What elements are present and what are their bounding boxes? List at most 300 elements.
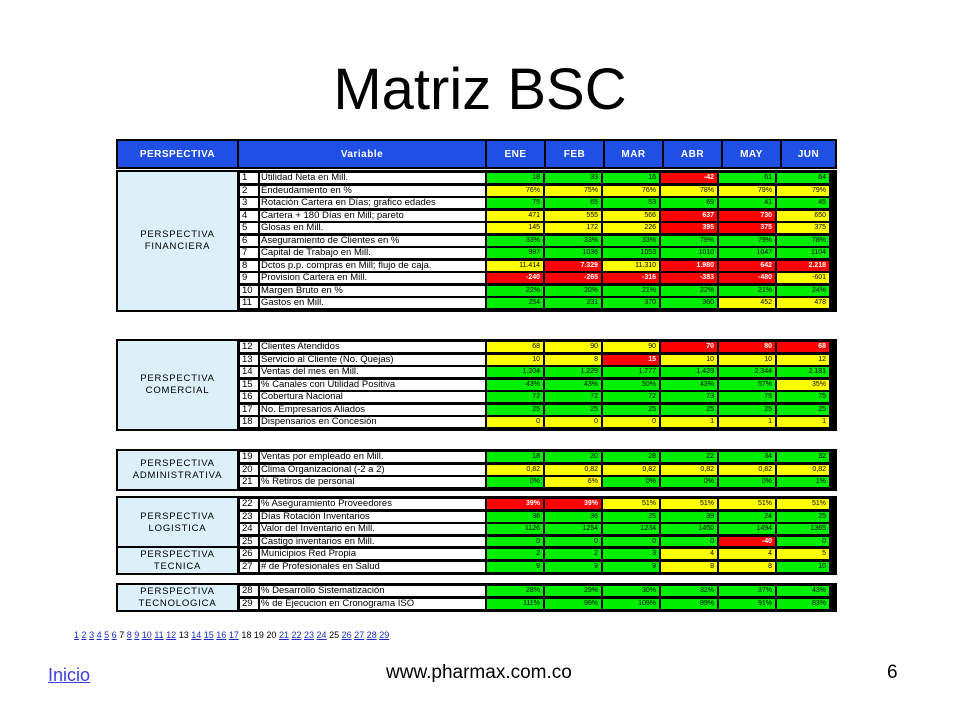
month-value: 76% — [602, 185, 660, 197]
month-value: 24 — [718, 511, 776, 523]
row-number: 13 — [239, 354, 259, 366]
slide-number: 25 — [329, 630, 340, 640]
row-number: 28 — [239, 585, 259, 597]
slide-link[interactable]: 10 — [141, 630, 152, 640]
variable-name: % Canales con Utilidad Positiva — [259, 379, 486, 391]
table-row — [239, 548, 830, 560]
variable-name: Clientes Atendidos — [259, 341, 486, 353]
month-value: 0,82 — [544, 464, 602, 476]
row-number: 16 — [239, 391, 259, 403]
month-value: 25 — [486, 404, 544, 416]
month-value: 39% — [544, 498, 602, 510]
perspective-label: PERSPECTIVA FINANCIERA — [140, 229, 215, 252]
variable-name: Municipios Red Propia — [259, 548, 486, 560]
table-row — [239, 451, 830, 463]
row-number: 12 — [239, 341, 259, 353]
table-row — [239, 341, 830, 353]
perspective-cell — [118, 548, 237, 573]
table-row — [239, 404, 830, 416]
month-value: 43% — [776, 585, 830, 597]
month-value: 43% — [486, 379, 544, 391]
variable-name: Días Rotación Inventarios — [259, 511, 486, 523]
month-value: 79% — [718, 235, 776, 247]
month-value: 1.980 — [660, 260, 718, 272]
month-value: 53 — [602, 197, 660, 209]
month-value: 32% — [660, 585, 718, 597]
month-value: 25 — [660, 404, 718, 416]
month-value: 1.777 — [602, 366, 660, 378]
variable-name: % de Ejecucion en Cronograma ISO — [259, 598, 486, 610]
month-value: 642 — [718, 260, 776, 272]
header-month: MAY — [723, 141, 780, 167]
month-value: 3 — [602, 548, 660, 560]
month-value: 370 — [602, 297, 660, 309]
month-value: 64 — [776, 172, 830, 184]
month-value: 33% — [486, 235, 544, 247]
slide-link[interactable]: 22 — [291, 630, 302, 640]
variable-name: Capital de Trabajo en Mill. — [259, 247, 486, 259]
month-value: 78% — [776, 235, 830, 247]
row-number: 14 — [239, 366, 259, 378]
month-value: 10 — [776, 561, 830, 573]
month-value: 21% — [718, 285, 776, 297]
variable-name: Clima Organizacional (-2 a 2) — [259, 464, 486, 476]
perspective-cell — [118, 451, 237, 489]
row-number: 19 — [239, 451, 259, 463]
row-number: 24 — [239, 523, 259, 535]
month-value: 78% — [660, 185, 718, 197]
month-value: 0 — [486, 416, 544, 428]
month-value: 9 — [544, 561, 602, 573]
variable-name: Cartera + 180 Días en Mill; pareto — [259, 210, 486, 222]
perspective-cell — [118, 341, 237, 429]
variable-name: Glosas en Mill. — [259, 222, 486, 234]
row-number: 6 — [239, 235, 259, 247]
month-value: 1047 — [718, 247, 776, 259]
month-value: 72 — [602, 391, 660, 403]
month-value: 2.218 — [776, 260, 830, 272]
month-value: 0% — [660, 476, 718, 488]
month-value: 0% — [602, 476, 660, 488]
month-value: 0 — [486, 536, 544, 548]
month-value: 172 — [544, 222, 602, 234]
month-value: 51% — [660, 498, 718, 510]
month-value: 5 — [776, 548, 830, 560]
month-value: 2.181 — [776, 366, 830, 378]
month-value: 69 — [660, 197, 718, 209]
month-value: -316 — [602, 272, 660, 284]
month-value: 1365 — [776, 523, 830, 535]
month-value: 1104 — [776, 247, 830, 259]
row-number: 23 — [239, 511, 259, 523]
page-number: 6 — [887, 662, 898, 683]
slide-link[interactable]: 17 — [228, 630, 239, 640]
month-value: -265 — [544, 272, 602, 284]
month-value: 25 — [602, 404, 660, 416]
month-value: -480 — [718, 272, 776, 284]
month-value: 11.310 — [602, 260, 660, 272]
month-value: 79% — [660, 235, 718, 247]
month-value: 51% — [776, 498, 830, 510]
row-number: 22 — [239, 498, 259, 510]
perspective-group — [116, 170, 837, 312]
month-value: 1450 — [660, 523, 718, 535]
perspective-group — [116, 339, 837, 431]
month-value: 2 — [544, 548, 602, 560]
month-value: 375 — [718, 222, 776, 234]
month-value: 39% — [486, 498, 544, 510]
row-number: 7 — [239, 247, 259, 259]
month-value: -601 — [776, 272, 830, 284]
month-value: -40 — [718, 536, 776, 548]
month-value: 43% — [660, 379, 718, 391]
slide-link[interactable]: 4 — [96, 630, 102, 640]
table-row — [239, 366, 830, 378]
month-value: 0 — [602, 536, 660, 548]
perspective-group — [116, 449, 837, 491]
table-row — [239, 416, 830, 428]
month-value: 39 — [660, 511, 718, 523]
slide-number: 18 — [241, 630, 252, 640]
month-value: 99% — [660, 598, 718, 610]
table-row — [239, 498, 830, 510]
slide-link[interactable]: 21 — [278, 630, 289, 640]
variable-name: Rotación Cartera en Días; grafico edades — [259, 197, 486, 209]
month-value: 91% — [718, 598, 776, 610]
month-value: 4 — [660, 548, 718, 560]
month-value: 18 — [486, 451, 544, 463]
month-value: 650 — [776, 210, 830, 222]
row-number: 8 — [239, 260, 259, 272]
month-value: 25 — [544, 404, 602, 416]
row-number: 26 — [239, 548, 259, 560]
month-value: 32 — [776, 451, 830, 463]
month-value: 80 — [718, 341, 776, 353]
month-value: 73 — [660, 391, 718, 403]
month-value: 987 — [486, 247, 544, 259]
variable-name: Dctos p.p. compras en Mill; flujo de caja. — [259, 260, 486, 272]
slide-link[interactable]: 23 — [304, 630, 315, 640]
month-value: 75 — [486, 197, 544, 209]
month-value: 99% — [544, 598, 602, 610]
month-value: 395 — [660, 222, 718, 234]
header-month: FEB — [546, 141, 603, 167]
month-value: 76% — [486, 185, 544, 197]
row-number: 9 — [239, 272, 259, 284]
month-value: 36 — [544, 511, 602, 523]
month-value: 226 — [602, 222, 660, 234]
perspective-cell — [118, 172, 237, 310]
month-value: 37% — [718, 585, 776, 597]
header-month: ENE — [487, 141, 544, 167]
month-value: 6% — [544, 476, 602, 488]
table-row — [239, 523, 830, 535]
row-number: 10 — [239, 285, 259, 297]
month-value: 1036 — [544, 247, 602, 259]
month-value: 0 — [544, 416, 602, 428]
month-value: 79% — [776, 185, 830, 197]
slide-link[interactable]: 24 — [316, 630, 327, 640]
slide-link[interactable]: 8 — [126, 630, 132, 640]
month-value: 16 — [602, 172, 660, 184]
slide-title: Matriz BSC — [333, 57, 627, 122]
month-value: 83% — [776, 598, 830, 610]
variable-name: Castigo inventarios en Mill. — [259, 536, 486, 548]
month-value: 231 — [544, 297, 602, 309]
variable-name: Provision Cartera en Mill. — [259, 272, 486, 284]
slide-navigation — [74, 630, 389, 640]
month-value: 1234 — [602, 523, 660, 535]
table-row — [239, 476, 830, 488]
month-value: 145 — [486, 222, 544, 234]
slide-number: 20 — [266, 630, 277, 640]
month-value: 10 — [660, 354, 718, 366]
table-row — [239, 585, 830, 597]
slide-number: 7 — [119, 630, 125, 640]
month-value: 33% — [602, 235, 660, 247]
month-value: 45 — [776, 197, 830, 209]
table-row — [239, 172, 830, 184]
month-value: 1 — [718, 416, 776, 428]
month-value: 90 — [544, 341, 602, 353]
slide-link[interactable]: 16 — [216, 630, 227, 640]
perspective-label: PERSPECTIVA COMERCIAL — [140, 373, 215, 396]
month-value: 452 — [718, 297, 776, 309]
row-number: 17 — [239, 404, 259, 416]
header-month: ABR — [664, 141, 721, 167]
month-value: 29% — [544, 585, 602, 597]
perspective-group — [116, 546, 837, 575]
perspective-label: PERSPECTIVA TECNICA — [140, 548, 215, 572]
slide-link[interactable]: 14 — [191, 630, 202, 640]
month-value: 34 — [718, 451, 776, 463]
month-value: 8 — [544, 354, 602, 366]
month-value: 25 — [602, 511, 660, 523]
month-value: 555 — [544, 210, 602, 222]
month-value: 566 — [602, 210, 660, 222]
month-value: 9 — [486, 561, 544, 573]
slide-link[interactable]: 2 — [81, 630, 87, 640]
header-variable: Variable — [239, 141, 485, 167]
month-value: 0,82 — [718, 464, 776, 476]
table-row — [239, 197, 830, 209]
header-month: MAR — [605, 141, 662, 167]
month-value: 2 — [486, 548, 544, 560]
row-number: 2 — [239, 185, 259, 197]
table-row — [239, 222, 830, 234]
table-row — [239, 511, 830, 523]
table-row — [239, 464, 830, 476]
slide-link[interactable]: 26 — [341, 630, 352, 640]
month-value: 33% — [544, 235, 602, 247]
month-value: 65 — [544, 197, 602, 209]
month-value: 4 — [718, 548, 776, 560]
month-value: 1 — [776, 416, 830, 428]
month-value: 28 — [602, 451, 660, 463]
slide-link[interactable]: 28 — [366, 630, 377, 640]
month-value: 20% — [544, 285, 602, 297]
month-value: 1.204 — [486, 366, 544, 378]
slide-link[interactable]: 15 — [203, 630, 214, 640]
month-value: 51% — [718, 498, 776, 510]
month-value: 22% — [660, 285, 718, 297]
variable-name: Servicio al Cliente (No. Quejas) — [259, 354, 486, 366]
table-row — [239, 210, 830, 222]
month-value: 25 — [776, 404, 830, 416]
month-value: 1 — [660, 416, 718, 428]
month-value: 90 — [602, 341, 660, 353]
month-value: -42 — [660, 172, 718, 184]
perspective-group — [116, 583, 837, 612]
perspective-label: PERSPECTIVA ADMINISTRATIVA — [132, 458, 223, 481]
variable-name: Dispensarios en Concesión — [259, 416, 486, 428]
month-value: 79% — [718, 185, 776, 197]
month-value: 1053 — [602, 247, 660, 259]
table-row — [239, 598, 830, 610]
perspective-group — [116, 496, 837, 550]
month-value: 24% — [776, 285, 830, 297]
variable-name: Valor del Inventario en Mill. — [259, 523, 486, 535]
variable-name: Margen Bruto en % — [259, 285, 486, 297]
month-value: 57% — [718, 379, 776, 391]
month-value: 0 — [602, 416, 660, 428]
month-value: 109% — [602, 598, 660, 610]
slide-link[interactable]: 9 — [134, 630, 140, 640]
slide-link[interactable]: 27 — [354, 630, 365, 640]
month-value: 70 — [660, 341, 718, 353]
variable-name: Gastos en Mill. — [259, 297, 486, 309]
month-value: 22 — [660, 451, 718, 463]
month-value: 61 — [718, 172, 776, 184]
month-value: 0,82 — [660, 464, 718, 476]
row-number: 3 — [239, 197, 259, 209]
month-value: 43% — [544, 379, 602, 391]
month-value: 0,82 — [486, 464, 544, 476]
header-perspectiva: PERSPECTIVA — [118, 141, 237, 167]
month-value: 18 — [486, 172, 544, 184]
month-value: 8 — [718, 561, 776, 573]
month-value: 0% — [718, 476, 776, 488]
month-value: 30% — [602, 585, 660, 597]
month-value: 68 — [486, 341, 544, 353]
month-value: 36 — [486, 511, 544, 523]
month-value: 51% — [602, 498, 660, 510]
month-value: 75 — [776, 391, 830, 403]
slide-link[interactable]: 1 — [74, 630, 80, 640]
month-value: 254 — [486, 297, 544, 309]
slide-link[interactable]: 12 — [166, 630, 177, 640]
month-value: 9 — [602, 561, 660, 573]
row-number: 1 — [239, 172, 259, 184]
row-number: 18 — [239, 416, 259, 428]
variable-name: Endeudamiento en % — [259, 185, 486, 197]
month-value: 41 — [718, 197, 776, 209]
variable-name: Aseguramiento de Clientes en % — [259, 235, 486, 247]
month-value: 10 — [486, 354, 544, 366]
variable-name: % Retiros de personal — [259, 476, 486, 488]
month-value: 22% — [486, 285, 544, 297]
month-value: 68 — [776, 341, 830, 353]
month-value: 8 — [660, 561, 718, 573]
slide-link[interactable]: 6 — [111, 630, 117, 640]
table-row — [239, 285, 830, 297]
month-value: 35% — [776, 379, 830, 391]
variable-name: Ventas del mes en Mill. — [259, 366, 486, 378]
month-value: 2.344 — [718, 366, 776, 378]
table-row — [239, 561, 830, 573]
month-value: 111% — [486, 598, 544, 610]
month-value: 15 — [602, 354, 660, 366]
month-value: 25 — [776, 511, 830, 523]
month-value: 1010 — [660, 247, 718, 259]
month-value: 11.414 — [486, 260, 544, 272]
slide-link[interactable]: 29 — [379, 630, 390, 640]
month-value: 10 — [718, 354, 776, 366]
table-row — [239, 185, 830, 197]
row-number: 29 — [239, 598, 259, 610]
table-row — [239, 391, 830, 403]
table-row — [239, 235, 830, 247]
month-value: 1.429 — [660, 366, 718, 378]
month-value: 75 — [718, 391, 776, 403]
month-value: 1494 — [718, 523, 776, 535]
month-value: 0 — [660, 536, 718, 548]
row-number: 25 — [239, 536, 259, 548]
variable-name: % Aseguramiento Proveedores — [259, 498, 486, 510]
slide-link[interactable]: 3 — [89, 630, 95, 640]
footer-url: www.pharmax.com.co — [386, 662, 572, 683]
month-value: 1.229 — [544, 366, 602, 378]
month-value: 33 — [544, 172, 602, 184]
perspective-cell — [118, 498, 237, 548]
row-number: 27 — [239, 561, 259, 573]
month-value: 25 — [718, 404, 776, 416]
variable-name: Ventas por empleado en Mill. — [259, 451, 486, 463]
month-value: -240 — [486, 272, 544, 284]
month-value: 0 — [776, 536, 830, 548]
month-value: -383 — [660, 272, 718, 284]
inicio-link[interactable]: Inicio — [48, 665, 91, 685]
matrix-header — [116, 139, 837, 169]
month-value: 21% — [602, 285, 660, 297]
variable-name: No. Empresarios Aliados — [259, 404, 486, 416]
month-value: 375 — [776, 222, 830, 234]
row-number: 15 — [239, 379, 259, 391]
slide-link[interactable]: 5 — [104, 630, 110, 640]
month-value: 12 — [776, 354, 830, 366]
month-value: 20 — [544, 451, 602, 463]
month-value: 50% — [602, 379, 660, 391]
slide-number: 19 — [253, 630, 264, 640]
table-row — [239, 260, 830, 272]
perspective-label: PERSPECTIVA TECNOLOGICA — [138, 585, 217, 609]
month-value: 72 — [486, 391, 544, 403]
month-value: 75% — [544, 185, 602, 197]
month-value: 637 — [660, 210, 718, 222]
variable-name: # de Profesionales en Salud — [259, 561, 486, 573]
variable-name: Cobertura Nacional — [259, 391, 486, 403]
month-value: 28% — [486, 585, 544, 597]
month-value: 0 — [544, 536, 602, 548]
month-value: 7.329 — [544, 260, 602, 272]
month-value: 1254 — [544, 523, 602, 535]
row-number: 4 — [239, 210, 259, 222]
slide-link[interactable]: 11 — [154, 630, 164, 640]
row-number: 20 — [239, 464, 259, 476]
table-row — [239, 297, 830, 309]
month-value: 1126 — [486, 523, 544, 535]
table-row — [239, 354, 830, 366]
